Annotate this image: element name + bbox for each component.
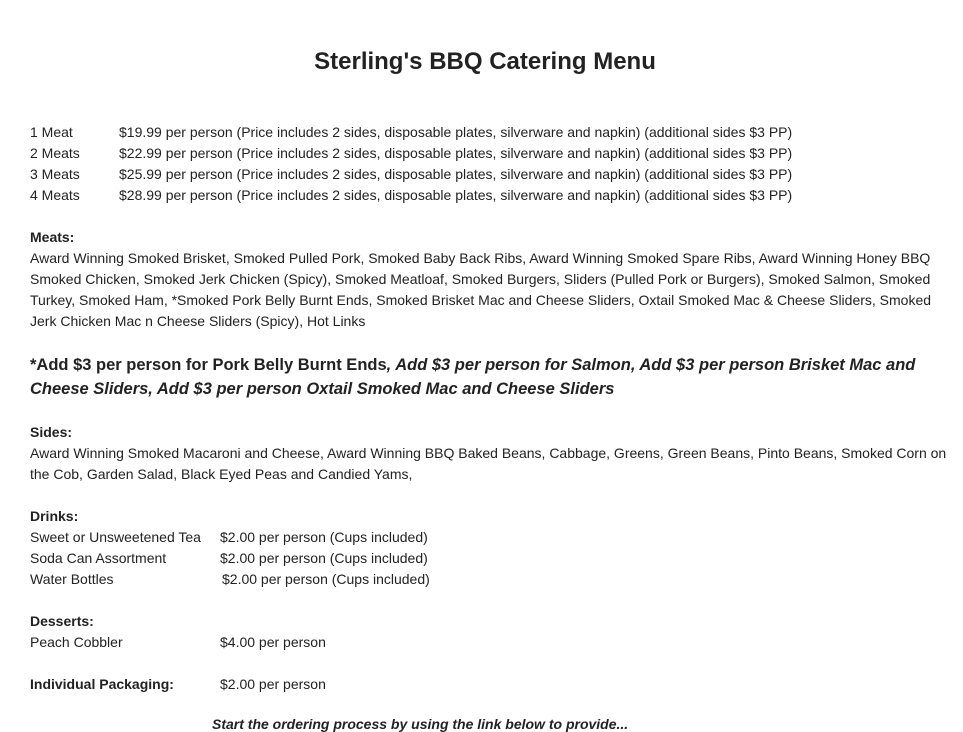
dessert-name: Peach Cobbler	[30, 634, 123, 650]
order-instructions: Start the ordering process by using the link below to provide...	[212, 716, 629, 732]
drink-name: Sweet or Unsweetened Tea	[30, 529, 201, 545]
drink-price: $2.00 per person (Cups included)	[222, 571, 430, 587]
meats-heading: Meats:	[30, 229, 75, 245]
package-row-1-meat	[30, 122, 792, 143]
drink-name: Soda Can Assortment	[30, 550, 167, 566]
package-desc: $22.99 per person (Price includes 2 sides, disposable plates, silverware and napkin) (additional sides $3 PP)	[119, 145, 793, 161]
drinks-heading: Drinks:	[30, 508, 79, 524]
drink-price: $2.00 per person (Cups included)	[220, 529, 428, 545]
addons-italic: , Add $3 per person for Salmon, Add $3 per person Brisket Mac and Cheese Sliders, Add $3 per person Oxtail Smoked Mac and Cheese Sliders	[30, 356, 916, 398]
dessert-price: $4.00 per person	[220, 634, 326, 650]
packaging-price: $2.00 per person	[220, 676, 326, 692]
package-desc: $28.99 per person (Price includes 2 sides, disposable plates, silverware and napkin) (additional sides $3 PP)	[119, 187, 793, 203]
drink-row-soda	[30, 548, 428, 569]
addons-note	[30, 353, 930, 401]
package-label: 1 Meat	[30, 124, 73, 140]
package-label: 3 Meats	[30, 166, 80, 182]
drink-row-water	[30, 569, 430, 590]
package-row-3-meats	[30, 164, 792, 185]
package-desc: $25.99 per person (Price includes 2 sides, disposable plates, silverware and napkin) (additional sides $3 PP)	[119, 166, 793, 182]
meats-list: Award Winning Smoked Brisket, Smoked Pulled Pork, Smoked Baby Back Ribs, Award Winning Smoked Spare Ribs, Award Winning Honey BBQ Smoked Chicken, Smoked Jerk Chicken (Spicy), Smoked Meatloaf, Smoked Burgers, Sliders (Pulled Pork or Burgers), Smoked Salmon, Smoked Turkey, Smoked Ham, *Smoked Pork Belly Burnt Ends, Smoked Brisket Mac and Cheese Sliders, Oxtail Smoked Mac & Cheese Sliders, Smoked Jerk Chicken Mac n Cheese Sliders (Spicy), Hot Links	[30, 250, 932, 329]
package-label: 2 Meats	[30, 145, 80, 161]
drink-name: Water Bottles	[30, 571, 114, 587]
sides-heading: Sides:	[30, 424, 73, 440]
package-label: 4 Meats	[30, 187, 80, 203]
desserts-heading: Desserts:	[30, 613, 94, 629]
package-row-2-meats	[30, 143, 792, 164]
dessert-row-peach-cobbler	[30, 632, 326, 653]
package-row-4-meats	[30, 185, 792, 206]
drink-row-tea	[30, 527, 428, 548]
package-desc: $19.99 per person (Price includes 2 sides, disposable plates, silverware and napkin) (additional sides $3 PP)	[119, 124, 793, 140]
packaging-row	[30, 674, 326, 695]
sides-list: Award Winning Smoked Macaroni and Cheese, Award Winning BBQ Baked Beans, Cabbage, Greens, Green Beans, Pinto Beans, Smoked Corn on the Cob, Garden Salad, Black Eyed Peas and Candied Yams,	[30, 445, 947, 482]
drink-price: $2.00 per person (Cups included)	[220, 550, 428, 566]
addons-plain: *Add $3 per person for Pork Belly Burnt Ends	[30, 356, 387, 374]
packaging-label: Individual Packaging:	[30, 676, 174, 692]
page-title: Sterling's BBQ Catering Menu	[314, 48, 656, 75]
